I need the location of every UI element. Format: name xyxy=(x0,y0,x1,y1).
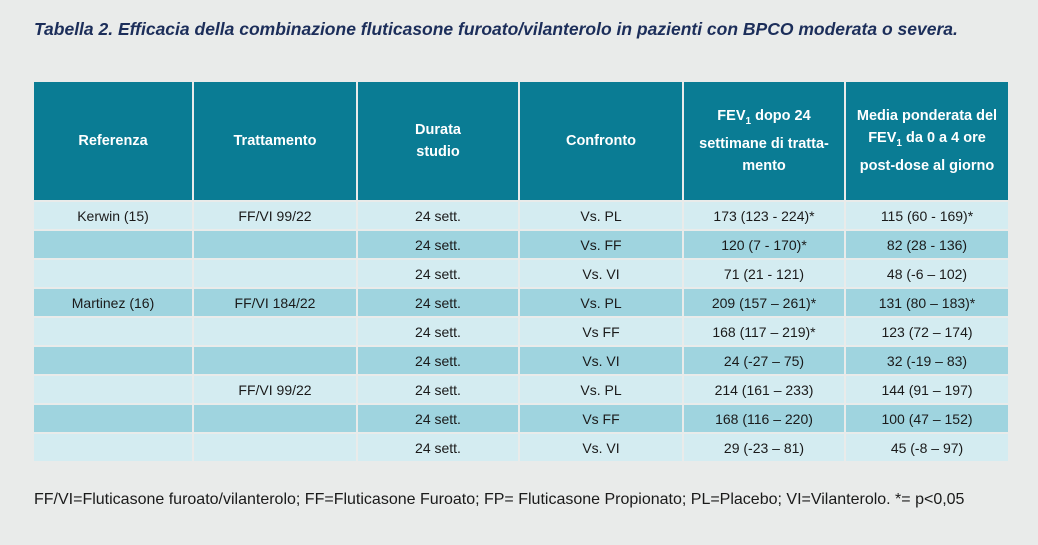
table-row xyxy=(33,317,1009,346)
cell-referenza xyxy=(33,375,193,404)
cell-media: 144 (91 – 197) xyxy=(845,375,1009,404)
cell-trattamento: FF/VI 99/22 xyxy=(193,201,357,230)
cell-fev1: 168 (117 – 219)* xyxy=(683,317,845,346)
cell-confronto: Vs. VI xyxy=(519,259,683,288)
cell-media: 123 (72 – 174) xyxy=(845,317,1009,346)
header-fev1-post: dopo 24 settimane di tratta-mento xyxy=(699,108,829,174)
cell-trattamento xyxy=(193,259,357,288)
cell-trattamento xyxy=(193,317,357,346)
cell-confronto: Vs. PL xyxy=(519,201,683,230)
cell-media: 82 (28 - 136) xyxy=(845,230,1009,259)
cell-media: 32 (-19 – 83) xyxy=(845,346,1009,375)
header-durata-line2: studio xyxy=(416,144,460,160)
cell-media: 100 (47 – 152) xyxy=(845,404,1009,433)
header-trattamento: Trattamento xyxy=(193,81,357,201)
header-fev1-pre: FEV xyxy=(717,108,746,125)
cell-trattamento xyxy=(193,404,357,433)
cell-fev1: 120 (7 - 170)* xyxy=(683,230,845,259)
cell-confronto: Vs. VI xyxy=(519,433,683,462)
cell-fev1: 29 (-23 – 81) xyxy=(683,433,845,462)
cell-durata: 24 sett. xyxy=(357,375,519,404)
table-row xyxy=(33,259,1009,288)
header-media-pre: Media ponderata del FEV xyxy=(856,108,998,147)
header-confronto: Confronto xyxy=(519,81,683,201)
cell-fev1: 168 (116 – 220) xyxy=(683,404,845,433)
table-row xyxy=(33,404,1009,433)
table-row xyxy=(33,346,1009,375)
header-durata xyxy=(357,81,519,201)
cell-fev1: 24 (-27 – 75) xyxy=(683,346,845,375)
cell-durata: 24 sett. xyxy=(357,259,519,288)
cell-confronto: Vs. VI xyxy=(519,346,683,375)
header-fev1-sub: 1 xyxy=(745,115,752,127)
cell-durata: 24 sett. xyxy=(357,433,519,462)
cell-confronto: Vs. PL xyxy=(519,375,683,404)
cell-fev1: 71 (21 - 121) xyxy=(683,259,845,288)
cell-referenza: Martinez (16) xyxy=(33,288,193,317)
cell-referenza xyxy=(33,346,193,375)
cell-durata: 24 sett. xyxy=(357,346,519,375)
cell-trattamento xyxy=(193,230,357,259)
cell-referenza xyxy=(33,317,193,346)
header-media xyxy=(845,81,1009,201)
cell-durata: 24 sett. xyxy=(357,317,519,346)
header-fev1 xyxy=(683,81,845,201)
cell-referenza xyxy=(33,404,193,433)
cell-fev1: 214 (161 – 233) xyxy=(683,375,845,404)
cell-confronto: Vs. FF xyxy=(519,230,683,259)
cell-trattamento: FF/VI 99/22 xyxy=(193,375,357,404)
cell-trattamento xyxy=(193,433,357,462)
cell-referenza xyxy=(33,259,193,288)
header-media-post: da 0 a 4 ore post-dose al giorno xyxy=(859,130,995,174)
cell-durata: 24 sett. xyxy=(357,288,519,317)
cell-confronto: Vs FF xyxy=(519,404,683,433)
cell-durata: 24 sett. xyxy=(357,230,519,259)
cell-durata: 24 sett. xyxy=(357,201,519,230)
cell-referenza: Kerwin (15) xyxy=(33,201,193,230)
cell-confronto: Vs FF xyxy=(519,317,683,346)
cell-media: 115 (60 - 169)* xyxy=(845,201,1009,230)
cell-trattamento: FF/VI 184/22 xyxy=(193,288,357,317)
cell-fev1: 173 (123 - 224)* xyxy=(683,201,845,230)
table-row xyxy=(33,230,1009,259)
cell-confronto: Vs. PL xyxy=(519,288,683,317)
cell-fev1: 209 (157 – 261)* xyxy=(683,288,845,317)
cell-media: 48 (-6 – 102) xyxy=(845,259,1009,288)
table-header-row xyxy=(33,81,1009,201)
table-caption: Tabella 2. Efficacia della combinazione fluticasone furoato/vilanterolo in pazienti con BPCO moderata o severa. xyxy=(34,19,958,39)
header-referenza: Referenza xyxy=(33,81,193,201)
cell-referenza xyxy=(33,433,193,462)
table-row xyxy=(33,201,1009,230)
table-row xyxy=(33,433,1009,462)
cell-durata: 24 sett. xyxy=(357,404,519,433)
cell-trattamento xyxy=(193,346,357,375)
cell-media: 131 (80 – 183)* xyxy=(845,288,1009,317)
table-footnote: FF/VI=Fluticasone furoato/vilanterolo; FF=Fluticasone Furoato; FP= Fluticasone Propionato; PL=Placebo; VI=Vilanterolo. *= p<0,05 xyxy=(34,491,965,508)
table-row xyxy=(33,288,1009,317)
cell-referenza xyxy=(33,230,193,259)
table-row xyxy=(33,375,1009,404)
header-durata-line1: Durata xyxy=(415,122,461,138)
header-media-sub: 1 xyxy=(896,137,902,149)
cell-media: 45 (-8 – 97) xyxy=(845,433,1009,462)
efficacy-table xyxy=(32,80,1010,463)
